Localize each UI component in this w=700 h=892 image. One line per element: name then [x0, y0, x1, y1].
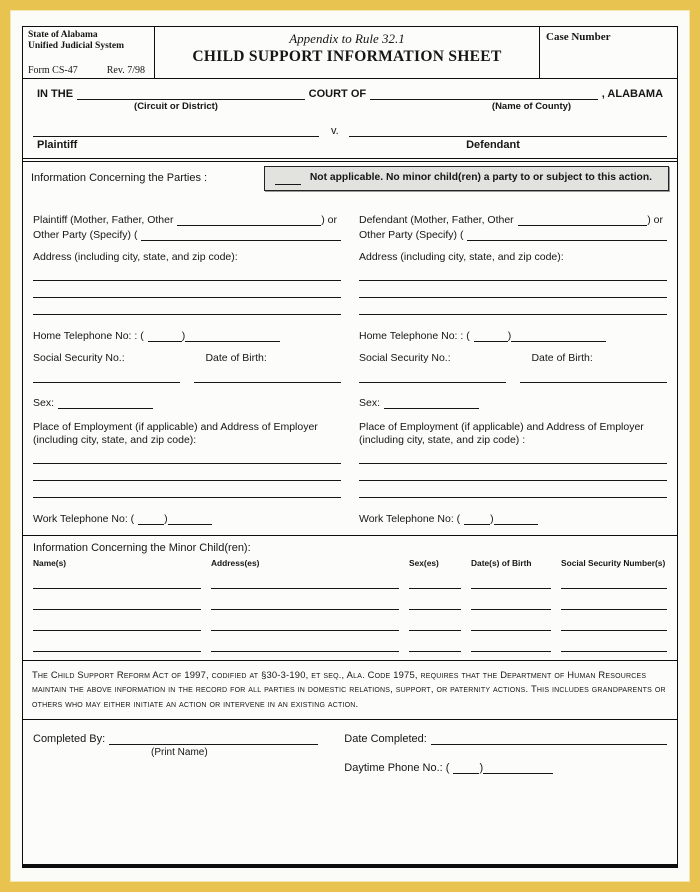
child-field-blank[interactable] — [211, 575, 399, 589]
defendant-name-blank[interactable] — [349, 124, 667, 137]
daytime-phone-label: Daytime Phone No.: ( — [344, 761, 450, 774]
child-field-blank[interactable] — [409, 638, 461, 652]
children-rows — [31, 568, 669, 652]
address-blank[interactable] — [33, 281, 341, 298]
in-the-label: IN THE — [37, 88, 74, 100]
daytime-phone-blank[interactable] — [483, 761, 553, 774]
children-section — [23, 535, 677, 660]
work-phone-area-blank[interactable] — [464, 512, 490, 525]
form-number: Form CS-47 — [28, 65, 78, 76]
party-identity-line — [33, 213, 341, 226]
address-blank[interactable] — [359, 264, 667, 281]
court-of-label: COURT OF — [308, 88, 367, 100]
date-completed-blank[interactable] — [431, 732, 667, 745]
case-number-label: Case Number — [546, 31, 611, 43]
home-phone-blank[interactable] — [185, 329, 280, 342]
party-identity-line — [359, 213, 667, 226]
child-field-blank[interactable] — [211, 617, 399, 631]
completed-by-line — [33, 732, 318, 745]
daytime-phone-area-blank[interactable] — [453, 761, 479, 774]
children-col-header: Sex(es) — [409, 558, 439, 569]
address-blank[interactable] — [359, 281, 667, 298]
work-phone-label: Work Telephone No: ( — [359, 513, 461, 526]
child-field-blank[interactable] — [211, 638, 399, 652]
address-label: Address (including city, state, and zip code): — [33, 251, 238, 263]
children-col-header: Social Security Number(s) — [561, 558, 666, 569]
form-header — [23, 27, 677, 79]
close-paren: ) — [164, 513, 168, 526]
ssn-blank[interactable] — [33, 370, 180, 383]
child-field-blank[interactable] — [211, 596, 399, 610]
agency-line1: State of Alabama — [28, 30, 98, 40]
work-phone-label: Work Telephone No: ( — [33, 513, 135, 526]
child-field-blank[interactable] — [33, 575, 201, 589]
children-heading: Information Concerning the Minor Child(ren): — [33, 542, 251, 555]
not-applicable-text: Not applicable. No minor child(ren) a party to or subject to this action. — [309, 172, 652, 183]
home-phone-area-blank[interactable] — [474, 329, 508, 342]
ssn-dob-blanks — [359, 370, 667, 386]
dob-blank[interactable] — [520, 370, 667, 383]
home-phone-line — [33, 329, 341, 342]
sex-line — [359, 396, 667, 409]
agency-box — [23, 27, 155, 78]
close-paren: ) — [181, 330, 186, 343]
address-blank[interactable] — [33, 298, 341, 315]
child-field-blank[interactable] — [471, 596, 551, 610]
close-paren: ) — [507, 330, 512, 343]
print-name-hint: (Print Name) — [151, 746, 208, 758]
child-field-blank[interactable] — [561, 575, 667, 589]
address-blank[interactable] — [359, 298, 667, 315]
statute-notice: The Child Support Reform Act of 1997, codified at §30-3-190, et seq., Ala. Code 1975, requires that the Department of Human Resources maintain the above information in the record for all parties in domestic relations, support, or paternity actions. This includes grandparents or others who may either initiate an action or intervene in an existing action. — [23, 660, 677, 718]
court-section — [23, 79, 677, 159]
date-completed-line — [344, 732, 667, 745]
party-other-blank[interactable] — [518, 213, 648, 226]
parties-columns — [23, 205, 677, 535]
employment-label: Place of Employment (if applicable) and Address of Employer (including city, state, and zip code) : — [359, 421, 644, 447]
party-or-suffix: ) or — [321, 214, 337, 226]
completed-by-blank[interactable] — [109, 732, 318, 745]
daytime-phone-line — [344, 761, 667, 774]
address-blank[interactable] — [33, 264, 341, 281]
county-hint: (Name of County) — [491, 101, 572, 112]
defendant-column — [359, 211, 667, 525]
sex-label: Sex: — [359, 397, 381, 410]
ssn-dob-labels — [359, 352, 667, 364]
party-other-blank[interactable] — [177, 213, 321, 226]
completed-by-block — [33, 732, 318, 854]
date-completed-block — [344, 732, 667, 854]
child-field-blank[interactable] — [561, 638, 667, 652]
ssn-label: Social Security No.: — [33, 352, 125, 365]
form-revision: Rev. 7/98 — [106, 65, 145, 76]
form-page — [10, 10, 690, 882]
sex-blank[interactable] — [384, 396, 479, 409]
other-party-blank[interactable] — [141, 228, 341, 241]
children-row — [31, 568, 669, 589]
not-applicable-box — [264, 166, 669, 191]
dob-label: Date of Birth: — [531, 352, 593, 365]
agency-line2: Unified Judicial System — [28, 40, 125, 51]
party-prefix: Plaintiff (Mother, Father, Other — [33, 214, 174, 226]
form-title: CHILD SUPPORT INFORMATION SHEET — [192, 48, 502, 65]
child-field-blank[interactable] — [471, 638, 551, 652]
address-label: Address (including city, state, and zip code): — [359, 251, 564, 263]
close-paren: ) — [479, 761, 484, 774]
ssn-blank[interactable] — [359, 370, 506, 383]
children-header-row — [31, 558, 669, 568]
ssn-dob-blanks — [33, 370, 341, 386]
party-prefix: Defendant (Mother, Father, Other — [359, 214, 514, 226]
children-row — [31, 589, 669, 610]
child-field-blank[interactable] — [561, 617, 667, 631]
child-field-blank[interactable] — [409, 575, 461, 589]
court-hints — [33, 101, 667, 112]
employer-blank[interactable] — [359, 481, 667, 498]
child-field-blank[interactable] — [409, 617, 461, 631]
versus-label: v. — [331, 125, 339, 137]
employer-blank[interactable] — [359, 464, 667, 481]
completed-section — [23, 719, 677, 864]
completed-by-label: Completed By: — [33, 732, 106, 745]
date-completed-label: Date Completed: — [344, 732, 427, 745]
employer-blank[interactable] — [33, 464, 341, 481]
child-field-blank[interactable] — [33, 617, 201, 631]
home-phone-label: Home Telephone No: : ( — [33, 330, 144, 343]
employer-blank[interactable] — [33, 447, 341, 464]
employer-blank[interactable] — [359, 447, 667, 464]
work-phone-blank[interactable] — [168, 512, 212, 525]
children-col-header: Address(es) — [211, 558, 260, 569]
work-phone-line — [33, 512, 341, 525]
close-paren: ) — [490, 513, 494, 526]
child-field-blank[interactable] — [409, 596, 461, 610]
work-phone-area-blank[interactable] — [138, 512, 164, 525]
plaintiff-name-blank[interactable] — [33, 124, 319, 137]
dob-blank[interactable] — [194, 370, 341, 383]
child-field-blank[interactable] — [561, 596, 667, 610]
plaintiff-column — [33, 211, 341, 525]
plaintiff-label: Plaintiff — [37, 139, 78, 151]
dob-label: Date of Birth: — [205, 352, 267, 365]
home-phone-label: Home Telephone No: : ( — [359, 330, 470, 343]
work-phone-line — [359, 512, 667, 525]
sex-blank[interactable] — [58, 396, 153, 409]
sex-line — [33, 396, 341, 409]
versus-row — [33, 124, 667, 137]
county-name-blank[interactable] — [370, 87, 598, 100]
children-row — [31, 610, 669, 631]
other-party-blank[interactable] — [467, 228, 667, 241]
title-box — [155, 27, 539, 78]
children-col-header: Name(s) — [33, 558, 67, 569]
child-field-blank[interactable] — [33, 638, 201, 652]
alabama-label: , ALABAMA — [601, 88, 664, 100]
child-field-blank[interactable] — [33, 596, 201, 610]
court-name-blank[interactable] — [77, 87, 305, 100]
circuit-district-hint: (Circuit or District) — [134, 101, 218, 112]
home-phone-line — [359, 329, 667, 342]
appendix-label: Appendix to Rule 32.1 — [289, 31, 405, 46]
ssn-dob-labels — [33, 352, 341, 364]
not-applicable-check-blank[interactable] — [275, 174, 301, 185]
other-party-prefix: Other Party (Specify) ( — [33, 229, 138, 241]
other-party-prefix: Other Party (Specify) ( — [359, 229, 464, 241]
cs47-form — [22, 26, 678, 868]
child-field-blank[interactable] — [471, 617, 551, 631]
ssn-label: Social Security No.: — [359, 352, 451, 365]
employment-label: Place of Employment (if applicable) and Address of Employer (including city, state, and zip code): — [33, 421, 318, 447]
employer-blank[interactable] — [33, 481, 341, 498]
party-labels-row — [33, 139, 667, 154]
children-col-header: Date(s) of Birth — [471, 558, 532, 569]
case-number-box — [539, 27, 677, 78]
child-field-blank[interactable] — [471, 575, 551, 589]
home-phone-blank[interactable] — [511, 329, 606, 342]
form-number-row — [28, 65, 149, 76]
other-party-line — [359, 228, 667, 241]
other-party-line — [33, 228, 341, 241]
home-phone-area-blank[interactable] — [148, 329, 182, 342]
party-or-suffix: ) or — [647, 214, 663, 226]
parties-heading-row — [23, 161, 677, 205]
parties-heading: Information Concerning the Parties : — [31, 172, 208, 184]
sex-label: Sex: — [33, 397, 55, 410]
children-row — [31, 631, 669, 652]
court-line — [33, 87, 667, 100]
defendant-label: Defendant — [466, 139, 520, 151]
work-phone-blank[interactable] — [494, 512, 538, 525]
